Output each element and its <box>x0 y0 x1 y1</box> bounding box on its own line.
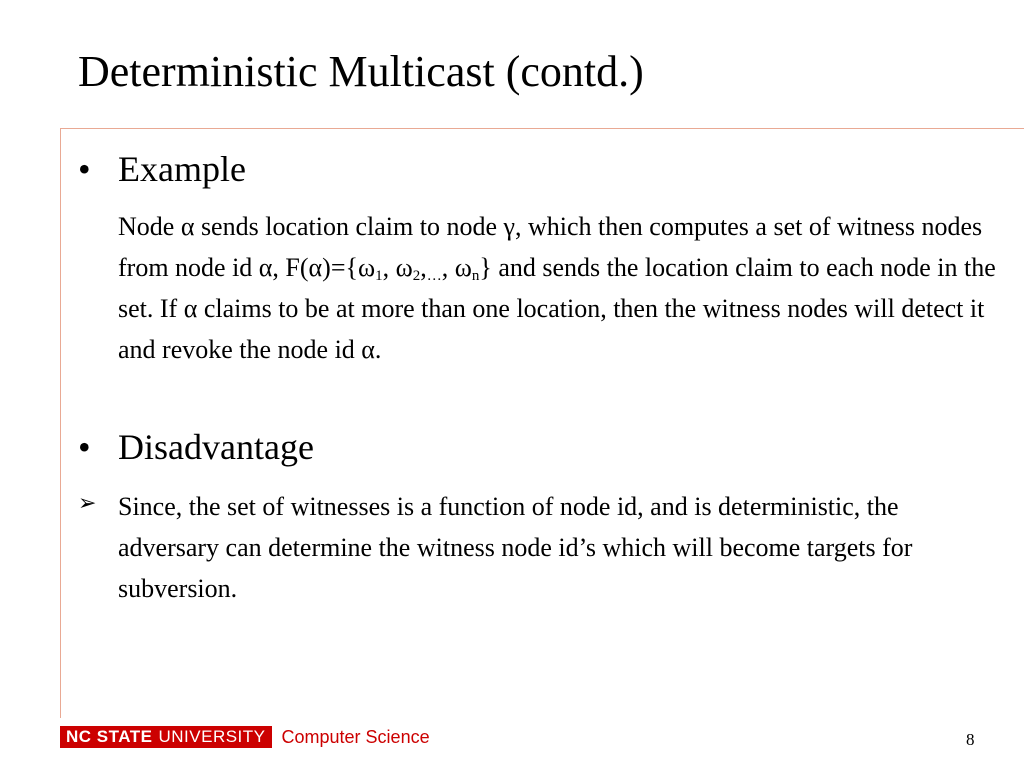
left-margin-line <box>60 128 61 718</box>
bullet-marker: • <box>78 427 91 467</box>
disadvantage-text: Since, the set of witnesses is a function of node id, and is deterministic, the adversary can determine the witness node id’s which will become targets for subversion. <box>118 492 913 603</box>
bullet-heading-example: Example <box>118 149 246 189</box>
ncsu-logo <box>60 726 272 748</box>
bullet-heading-disadvantage: Disadvantage <box>118 427 314 467</box>
bullet-marker: • <box>78 149 91 189</box>
logo-thin-text: UNIVERSITY <box>158 727 266 746</box>
subscript-2: 2 <box>412 268 421 284</box>
slide-title: Deterministic Multicast (contd.) <box>78 47 644 96</box>
footer-branding <box>60 726 430 748</box>
example-sep3: , ω <box>441 253 472 282</box>
title-divider-line <box>60 128 1024 129</box>
page-number: 8 <box>966 730 975 749</box>
example-text-part1: Node α sends location claim to node γ, which then computes a set of witness nodes from node id α, F(α)={ω <box>118 212 983 282</box>
logo-bold-text: NC STATE <box>66 727 153 746</box>
example-paragraph <box>118 206 998 370</box>
subscript-1: 1 <box>375 268 383 284</box>
subscript-n: n <box>471 268 480 284</box>
example-text-part2: } and sends the location claim to each node in the set. If α claims to be at more than one location, then the witness nodes will detect it and revoke the node id α. <box>118 253 996 364</box>
example-sep1: , ω <box>382 253 413 282</box>
example-sep2: , <box>420 253 427 282</box>
arrow-bullet-icon: ➢ <box>78 490 97 515</box>
department-label: Computer Science <box>281 726 430 747</box>
subscript-ellipsis: … <box>426 268 442 284</box>
